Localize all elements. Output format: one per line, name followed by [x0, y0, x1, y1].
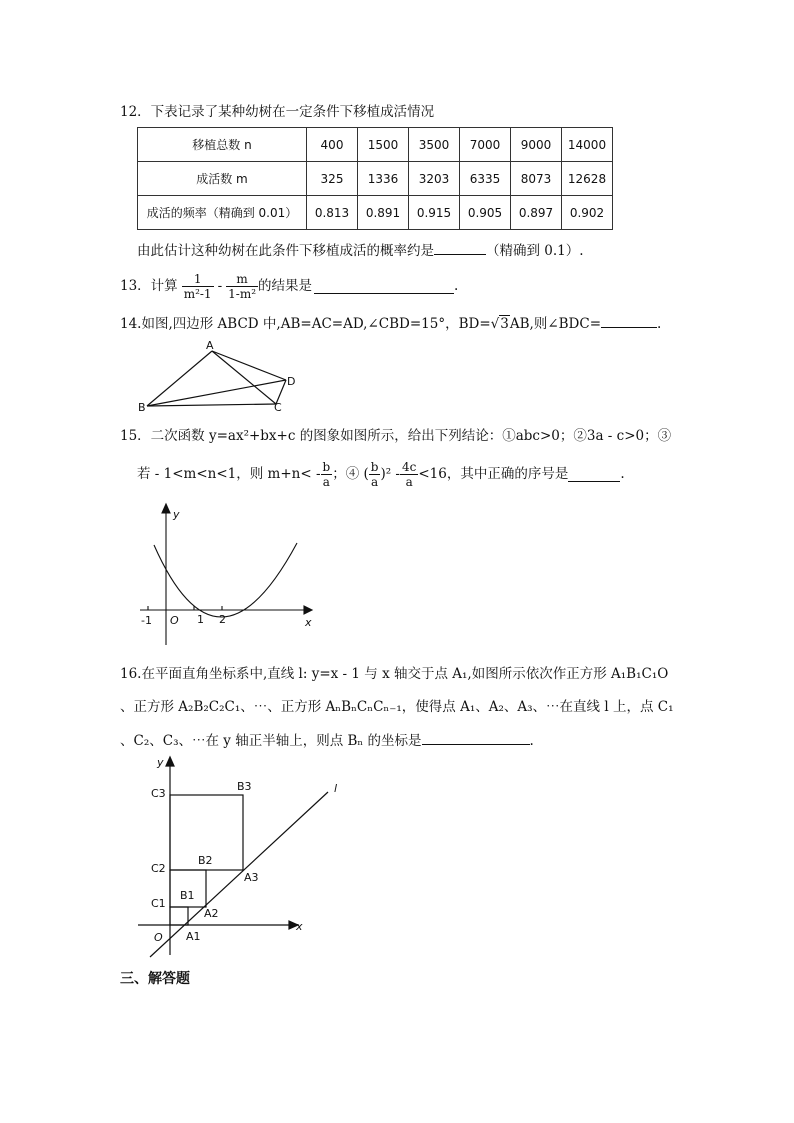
table-cell: 14000	[562, 128, 613, 162]
point-label: B	[138, 401, 146, 414]
table-cell: 0.915	[409, 196, 460, 230]
point-label: C1	[151, 897, 166, 910]
table-cell: 0.813	[307, 196, 358, 230]
sqrt-radicand: 3	[500, 316, 509, 332]
q12-stem: 12．下表记录了某种幼树在一定条件下移植成活情况	[120, 104, 435, 120]
point-label: A2	[204, 907, 219, 920]
point-label: A3	[244, 871, 259, 884]
section-heading: 三、解答题	[120, 971, 190, 987]
row-label: 移植总数 n	[138, 128, 307, 162]
tick-label: 1	[197, 613, 204, 626]
table-cell: 3500	[409, 128, 460, 162]
point-label: A1	[186, 930, 201, 943]
table-cell: 0.891	[358, 196, 409, 230]
table-cell: 12628	[562, 162, 613, 196]
table-cell: 0.902	[562, 196, 613, 230]
q15-line2-b: ；④ (	[332, 466, 369, 482]
origin-label: O	[154, 931, 163, 944]
q13-prefix: 13．计算	[120, 278, 178, 294]
table-cell: 0.897	[511, 196, 562, 230]
point-label: D	[287, 375, 296, 388]
q16-line2: 、正方形 A₂B₂C₂C₁、⋯、正方形 AₙBₙCₙCₙ₋₁，使得点 A₁、A₂、A₃、⋯在直线 l 上，点 C₁	[120, 699, 674, 715]
point-label: A	[206, 339, 214, 352]
q13-end: .	[454, 278, 459, 294]
axis-label: x	[296, 920, 303, 933]
q16-end: .	[529, 733, 534, 749]
line-label: l	[334, 782, 338, 795]
table-cell: 6335	[460, 162, 511, 196]
q15-line2-d: <16，其中正确的序号是	[418, 466, 569, 482]
q15-end: .	[620, 466, 625, 482]
row-label: 成活数 m	[138, 162, 307, 196]
point-label: B2	[198, 854, 213, 867]
tick-label: 2	[219, 613, 226, 626]
q16-line1: 16.在平面直角坐标系中,直线 l: y=x - 1 与 x 轴交于点 A₁,如图所示依次作正方形 A₁B₁C₁O	[120, 666, 669, 682]
table-cell: 1336	[358, 162, 409, 196]
denominator: a	[371, 474, 379, 489]
q14-end: .	[657, 316, 662, 332]
point-label: B1	[180, 889, 195, 902]
axis-label: x	[305, 616, 312, 629]
table-cell: 8073	[511, 162, 562, 196]
q12-precision: （精确到 0.1）.	[486, 243, 584, 259]
table-cell: 3203	[409, 162, 460, 196]
table-cell: 1500	[358, 128, 409, 162]
table-cell: 400	[307, 128, 358, 162]
denominator: 1-m²	[228, 286, 257, 301]
q14-text-a: 14.如图,四边形 ABCD 中,AB=AC=AD,∠CBD=15°，BD=	[120, 316, 491, 332]
numerator: b	[370, 459, 379, 474]
point-label: C2	[151, 862, 166, 875]
q13-suffix: 的结果是	[258, 278, 313, 294]
point-label: C3	[151, 787, 166, 800]
table-cell: 325	[307, 162, 358, 196]
point-label: B3	[237, 780, 252, 793]
table-cell: 7000	[460, 128, 511, 162]
table-cell: 0.905	[460, 196, 511, 230]
q15-line1: 15．二次函数 y=ax²+bx+c 的图象如图所示，给出下列结论：①abc>0；②3a - c>0；③	[120, 428, 672, 444]
row-label: 成活的频率（精确到 0.01）	[138, 196, 307, 230]
denominator: m²-1	[183, 286, 212, 301]
table-cell: 9000	[511, 128, 562, 162]
q14-text-b: AB,则∠BDC=	[509, 316, 602, 332]
numerator: 4c	[402, 459, 417, 474]
axis-label: y	[157, 756, 164, 769]
tick-label: -1	[141, 614, 152, 627]
q15-line2-c: )² -	[380, 466, 400, 482]
q16-line3-text: 、C₂、C₃、⋯在 y 轴正半轴上，则点 Bₙ 的坐标是	[120, 733, 422, 749]
axis-label: y	[173, 508, 180, 521]
point-label: C	[274, 401, 282, 414]
q15-line2-a: 若 - 1<m<n<1，则 m+n< -	[137, 466, 321, 482]
numerator: 1	[182, 272, 214, 287]
origin-label: O	[170, 614, 179, 627]
sqrt-symbol: √	[490, 316, 500, 332]
numerator: m	[226, 272, 258, 287]
denominator: a	[322, 474, 330, 489]
numerator: b	[322, 459, 331, 474]
denominator: a	[405, 474, 413, 489]
minus-sign: -	[217, 278, 223, 294]
q12-conclusion-text: 由此估计这种幼树在此条件下移植成活的概率约是	[137, 243, 434, 259]
